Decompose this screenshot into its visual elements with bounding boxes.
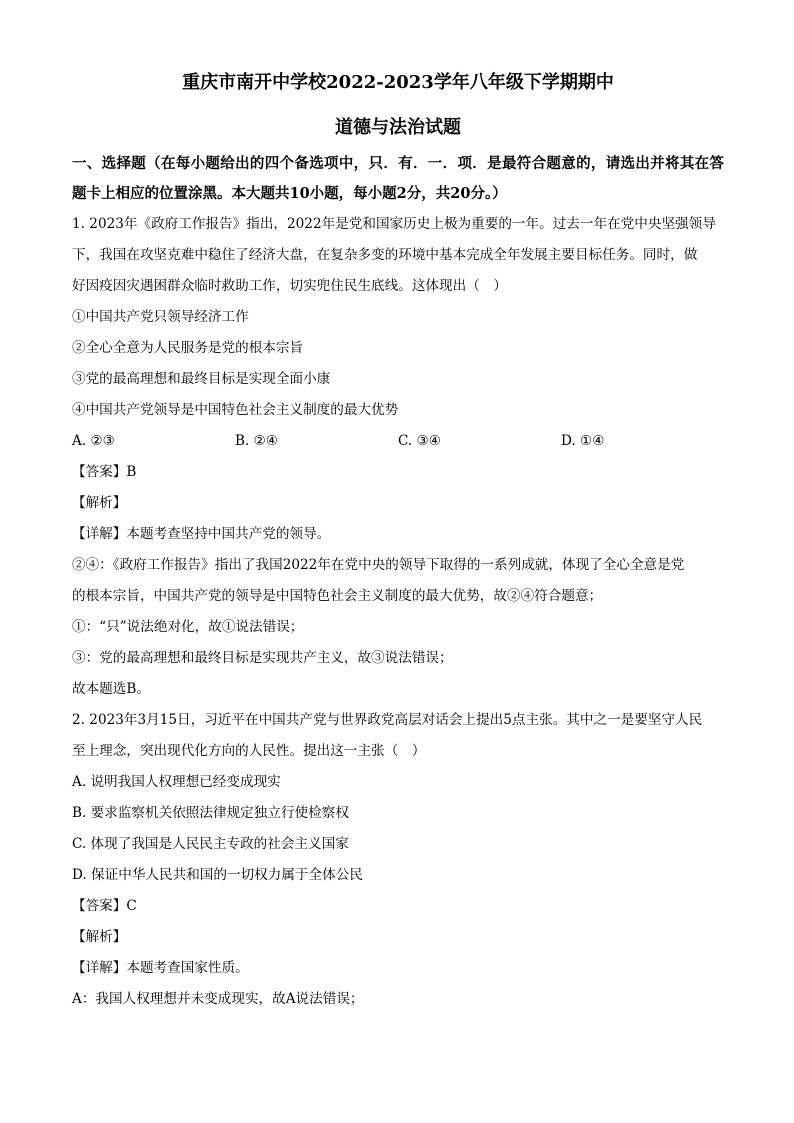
section-heading: 一、选择题（在每小题给出的四个备选项中，只．有．一．项．是最符合题意的，请选出并将其在答题卡上相应的位置涂黑。本大题共10小题，每小题2分，共20分。） (72, 155, 724, 202)
q2-answer: 【答案】C (72, 898, 137, 914)
q1-item: ①中国共产党只领导经济工作 (72, 309, 249, 325)
q1-option-b: B. ②④ (235, 433, 279, 449)
q1-explain-line4: ③：党的最高理想和最终目标是实现共产主义，故③说法错误； (72, 650, 453, 666)
q2-stem-line2: 至上理念，突出现代化方向的人民性。提出这一主张（ ） (72, 743, 426, 759)
q1-explain-line1: ②④：《政府工作报告》指出了我国2022年在党中央的领导下取得的一系列成就，体现了全心全意是党 (72, 557, 685, 573)
q1-stem-line3: 好因疫因灾遇困群众临时救助工作，切实兜住民生底线。这体现出（ ） (72, 278, 507, 294)
q1-item: ③党的最高理想和最终目标是实现全面小康 (72, 371, 331, 387)
document-title-line2: 道德与法治试题 (335, 117, 461, 138)
q1-conclusion: 故本题选B。 (72, 681, 150, 697)
q1-explain-line2: 的根本宗旨，中国共产党的领导是中国特色社会主义制度的最大优势，故②④符合题意； (72, 588, 603, 604)
q2-option-a: A. 说明我国人权理想已经变成现实 (72, 774, 281, 790)
question-1 (72, 209, 724, 705)
q1-item: ②全心全意为人民服务是党的根本宗旨 (72, 340, 304, 356)
q1-detail: 【详解】本题考查坚持中国共产党的领导。 (72, 526, 331, 542)
q2-analysis-tag: 【解析】 (72, 929, 127, 945)
q2-stem-line1: 2. 2023年3月15日，习近平在中国共产党与世界政党高层对话会上提出5点主张。其中之一是要坚守人民 (72, 712, 703, 728)
q2-option-d: D. 保证中华人民共和国的一切权力属于全体公民 (72, 867, 363, 883)
q1-option-d: D. ①④ (561, 433, 605, 449)
q1-item: ④中国共产党领导是中国特色社会主义制度的最大优势 (72, 402, 399, 418)
document-page (72, 70, 724, 1015)
q1-stem-line1: 1. 2023年《政府工作报告》指出，2022年是党和国家历史上极为重要的一年。过去一年在党中央坚强领导 (72, 216, 716, 232)
q1-option-a: A. ②③ (72, 433, 115, 449)
q1-option-c: C. ③④ (398, 433, 441, 449)
q2-explain-line1: A：我国人权理想并未变成现实，故A说法错误； (72, 991, 364, 1007)
q2-option-b: B. 要求监察机关依照法律规定独立行使检察权 (72, 805, 349, 821)
q1-stem-line2: 下，我国在攻坚克难中稳住了经济大盘，在复杂多变的环境中基本完成全年发展主要目标任务。同时，做 (72, 247, 698, 263)
q1-answer: 【答案】B (72, 464, 137, 480)
question-2 (72, 705, 724, 1015)
q2-option-c: C. 体现了我国是人民民主专政的社会主义国家 (72, 836, 349, 852)
q2-detail: 【详解】本题考查国家性质。 (72, 960, 249, 976)
document-title-line1: 重庆市南开中学校2022-2023学年八年级下学期期中 (182, 72, 614, 93)
q1-explain-line3: ①：“只”说法绝对化，故①说法错误； (72, 619, 304, 635)
q1-analysis-tag: 【解析】 (72, 495, 127, 511)
q1-options (72, 426, 724, 457)
